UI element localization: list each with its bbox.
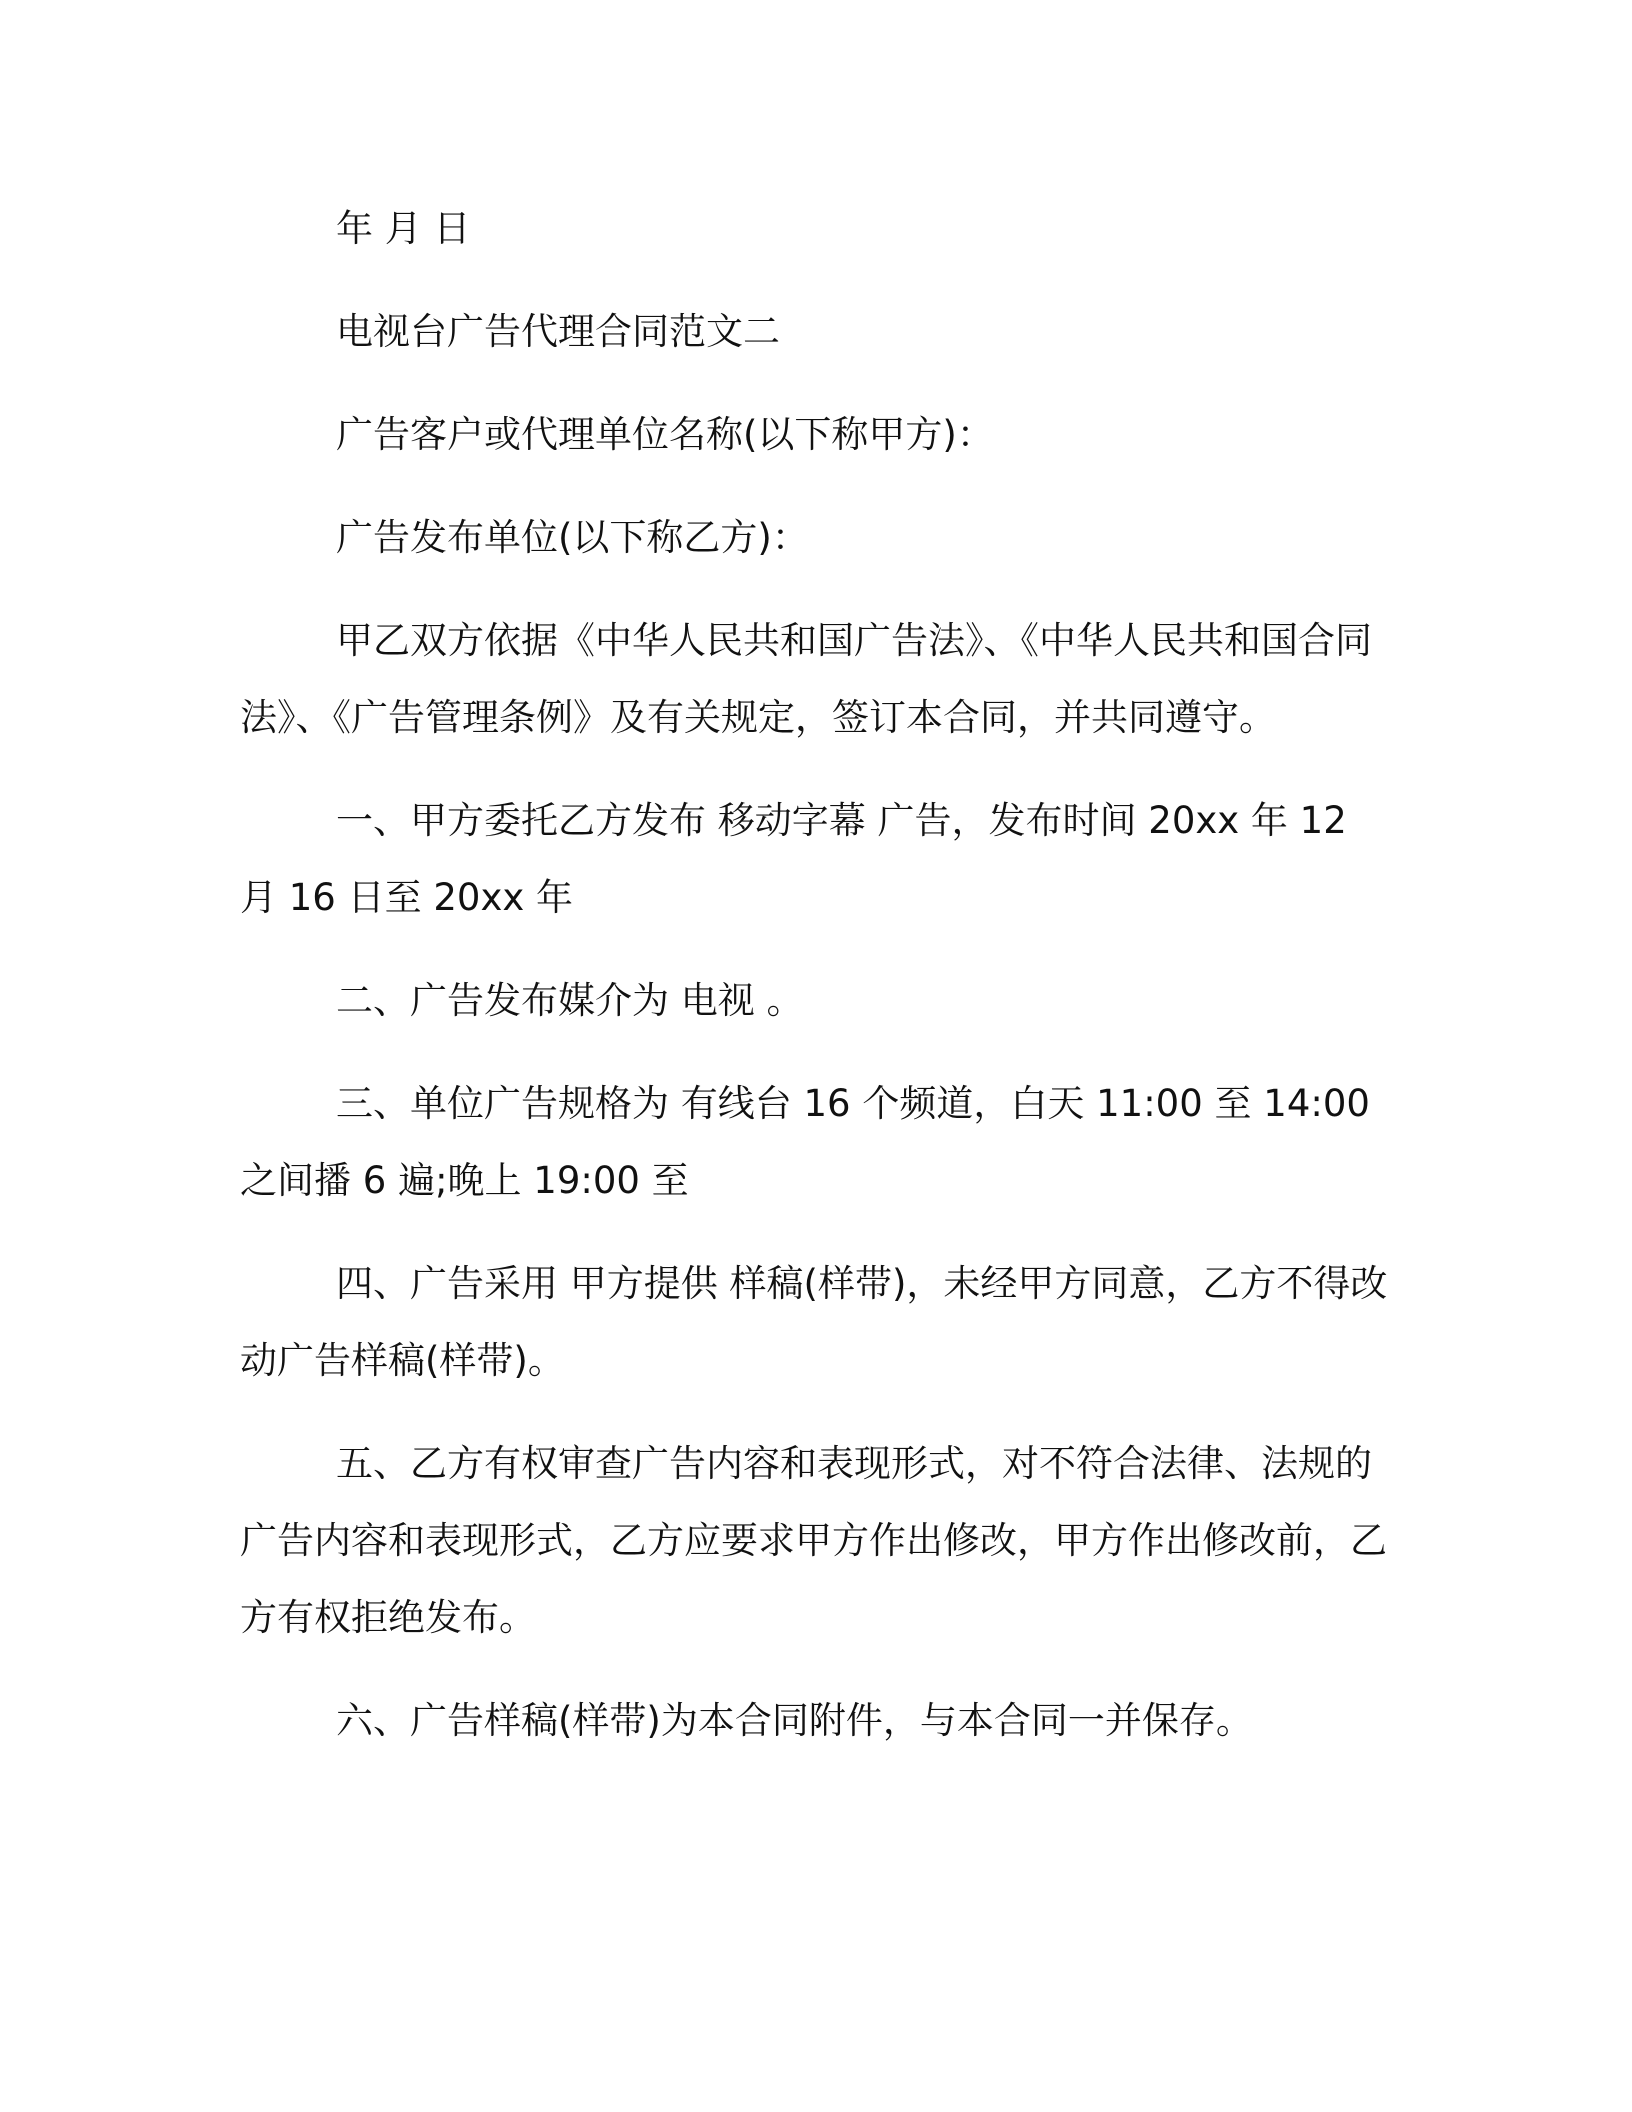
- document-body: [240, 190, 1390, 1785]
- party-b-line: 广告发布单位(以下称乙方)：: [336, 516, 809, 559]
- clause-5: 五、乙方有权审查广告内容和表现形式，对不符合法律、法规的广告内容和表现形式，乙方应要求甲方作出修改，甲方作出修改前，乙方有权拒绝发布。: [240, 1442, 1387, 1639]
- clause-1: 一、甲方委托乙方发布 移动字幕 广告，发布时间 20xx 年 12 月 16 日至 20xx 年: [240, 799, 1347, 919]
- date-line: 年 月 日: [336, 207, 471, 250]
- preamble-paragraph: 甲乙双方依据《中华人民共和国广告法》、《中华人民共和国合同法》、《广告管理条例》及有关规定，签订本合同，并共同遵守。: [240, 619, 1372, 739]
- clause-4: 四、广告采用 甲方提供 样稿(样带)，未经甲方同意，乙方不得改动广告样稿(样带)。: [240, 1262, 1388, 1382]
- clause-2: 二、广告发布媒介为 电视 。: [336, 979, 804, 1022]
- clause-6: 六、广告样稿(样带)为本合同附件，与本合同一并保存。: [336, 1699, 1253, 1742]
- clause-3: 三、单位广告规格为 有线台 16 个频道，白天 11:00 至 14:00 之间播 6 遍;晚上 19:00 至: [240, 1082, 1370, 1202]
- party-a-line: 广告客户或代理单位名称(以下称甲方)：: [336, 413, 994, 456]
- document-title: 电视台广告代理合同范文二: [336, 310, 780, 353]
